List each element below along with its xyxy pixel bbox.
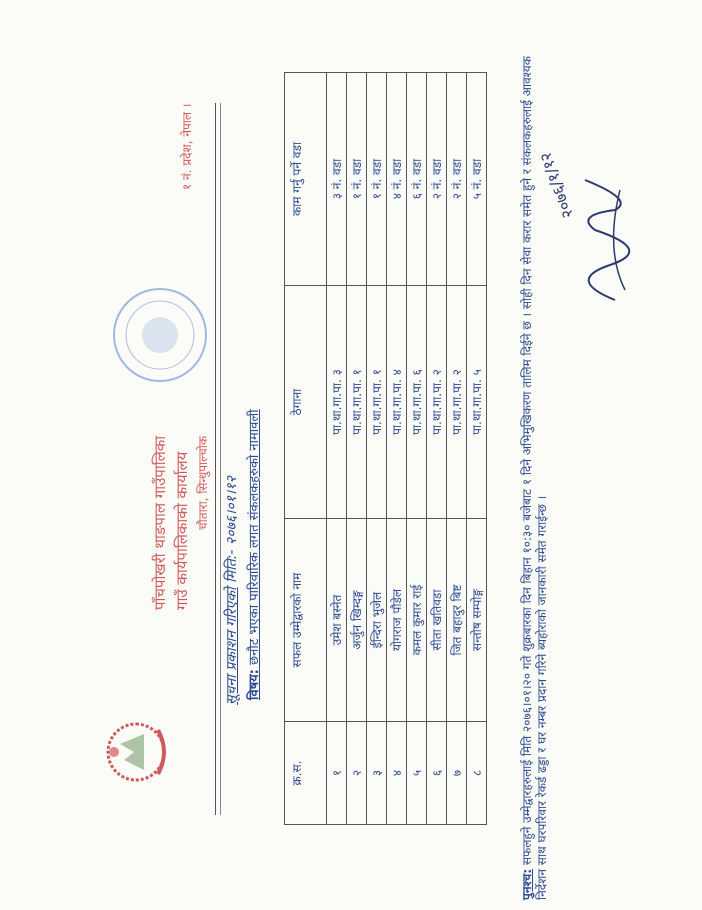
row-ward: १ नं. वडा [347,73,367,286]
row-serial: ३ [367,722,387,825]
row-name: उमेश बस्नेत [327,519,347,722]
table-row [407,73,427,825]
row-address: पा.था.गा.पा. ३ [327,286,347,519]
signature-block [535,90,655,310]
table-row [467,73,487,825]
header-ward: काम गर्नु पर्ने वडा [285,73,327,286]
table-row [387,73,407,825]
row-address: पा.था.गा.पा. ४ [387,286,407,519]
row-ward: २ नं. वडा [447,73,467,286]
row-address: पा.था.गा.पा. २ [427,286,447,519]
notice-date: २०७६।०१।१२ [224,476,240,546]
table-row [447,73,467,825]
results-table [284,72,487,825]
footer-label: पुनश्च: [520,869,534,900]
office-name: पाँचपोखरी थाङपाल गाउँपालिका [151,435,169,610]
row-name: योगराज पौडेल [387,519,407,722]
row-name: सीता खतिवडा [427,519,447,722]
row-ward: ५ नं. वडा [467,73,487,286]
row-ward: २ नं. वडा [427,73,447,286]
table-row [327,73,347,825]
row-serial: ५ [407,722,427,825]
row-address: पा.था.गा.पा. १ [347,286,367,519]
row-ward: १ नं. वडा [367,73,387,286]
row-serial: १ [327,722,347,825]
nepal-emblem-icon [100,712,170,792]
province-label: १ नं. प्रदेश, नेपाल । [180,103,194,190]
row-name: अर्जुन खिम्दङ्ग [347,519,367,722]
header-rule-thin [220,103,221,815]
signature-icon [555,160,645,310]
table-row [347,73,367,825]
row-name: जित बहादुर बिष्ट [447,519,467,722]
row-address: पा.था.गा.पा. ५ [467,286,487,519]
table-header-row [285,73,327,825]
row-serial: ६ [427,722,447,825]
row-serial: ४ [387,722,407,825]
notice-title [222,476,241,705]
table-row [367,73,387,825]
row-address: पा.था.गा.पा. २ [447,286,467,519]
row-address: पा.था.गा.पा. ६ [407,286,427,519]
row-serial: २ [347,722,367,825]
office-place: चौतारा, सिन्धुपाल्चोक [196,435,210,530]
header-name: सफल उम्मेद्वारको नाम [285,519,327,722]
row-address: पा.था.गा.पा. १ [367,286,387,519]
row-ward: ६ नं. वडा [407,73,427,286]
row-name: कमल कुमार राई [407,519,427,722]
header-address: ठेगाना [285,286,327,519]
notice-title-text: सूचना प्रकाशन गरिएको [224,587,240,705]
signature-date: २०७६/१/१२ [535,149,578,221]
subject-line [244,409,262,700]
row-serial: ८ [467,722,487,825]
header-rule [215,103,216,815]
row-name: ईन्दिरा भुजेल [367,519,387,722]
subject-text: छनौट भएका पारिवारिक लगत संकलकहरुको नामावली [247,409,262,665]
row-serial: ७ [447,722,467,825]
row-ward: ४ नं. वडा [387,73,407,286]
footer-text: सफलहुने उम्मेद्वारहरुलाई मिति २०७६।०१।२० गते शुक्रबारका दिन बिहान १०:३० बजेबाट १ दिने अभिमुखिकरण तालिम दिईने छ । सोही दिन सेवा करार समेत हुने र संकलकहरुलाई आवश्यक निर्देशन साथ घरपरिवार रेकर्ड ढड्डा र घर नम्बर प्रदान गरिने ब्यहोराको जानकारी समेत गराईन्छ । [520,56,549,900]
subject-label: विषय: [247,669,262,700]
row-name: सन्तोष सम्पोङ्ग [467,519,487,722]
row-ward: ३ नं. वडा [327,73,347,286]
table-row [427,73,447,825]
notice-date-label: मिति:- [224,549,240,583]
header-serial: क्र.स. [285,722,327,825]
office-stamp-icon [108,280,213,390]
office-subtitle: गाउँ कार्यपालिकाको कार्यालय [173,451,191,610]
